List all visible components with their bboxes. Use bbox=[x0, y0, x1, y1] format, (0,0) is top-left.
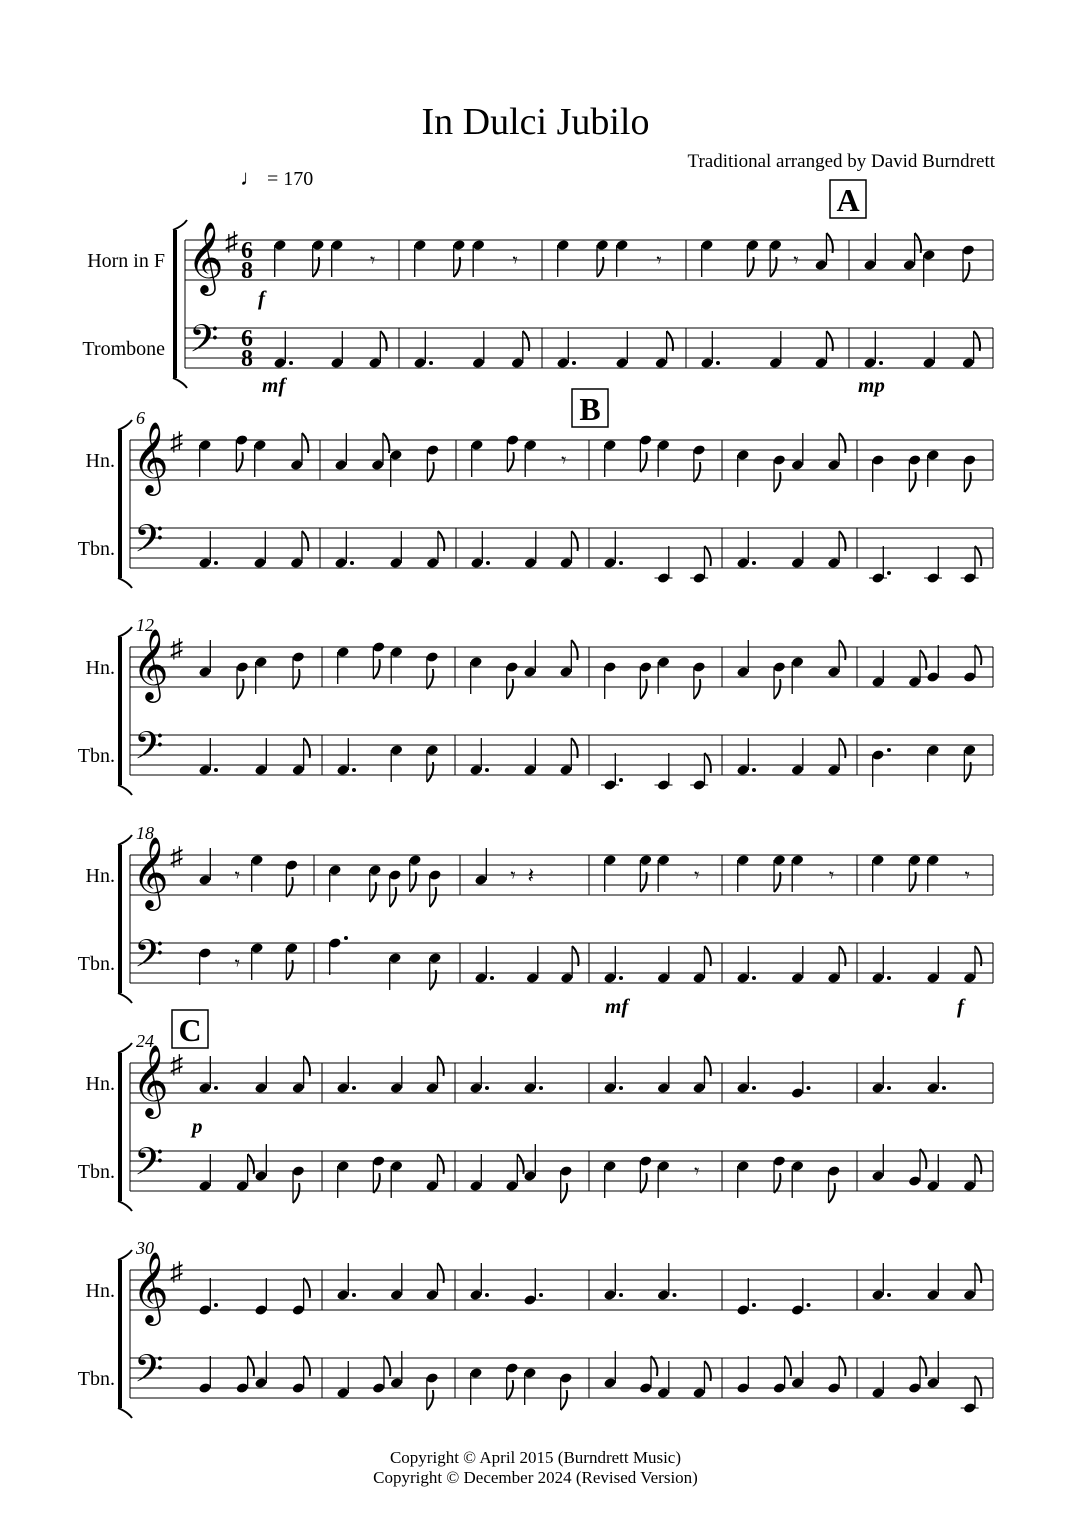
copyright-line: Copyright © April 2015 (Burndrett Music) bbox=[389, 1448, 682, 1467]
dynamic-marking: mf bbox=[605, 994, 629, 1018]
eighth-rest-icon: 𝄾 bbox=[694, 1161, 700, 1183]
rehearsal-mark-label: A bbox=[836, 182, 860, 218]
note-dot bbox=[350, 561, 354, 565]
horn-part-label: Hn. bbox=[85, 865, 115, 887]
eighth-rest-icon: 𝄾 bbox=[561, 450, 567, 472]
key-signature-sharp-icon: ♯ bbox=[170, 1050, 183, 1079]
bass-clef-icon: 𝄢 bbox=[189, 318, 219, 369]
note-flag bbox=[829, 1183, 835, 1203]
score-title: In Dulci Jubilo bbox=[421, 101, 650, 143]
note-flag bbox=[236, 452, 242, 472]
note-flag bbox=[640, 679, 646, 699]
horn-part-label: Hn. bbox=[85, 450, 115, 472]
note-flag bbox=[774, 472, 780, 492]
note-dot bbox=[752, 1303, 756, 1307]
quarter-rest-icon: 𝄽 bbox=[527, 863, 535, 888]
eighth-rest-icon: 𝄾 bbox=[656, 250, 662, 272]
bracket-bottom-hook bbox=[173, 378, 187, 388]
tempo-value: = 170 bbox=[267, 168, 314, 190]
note-dot bbox=[619, 1293, 623, 1297]
note-flag bbox=[920, 1149, 926, 1169]
eighth-rest-icon: 𝄾 bbox=[512, 250, 518, 272]
note-dot bbox=[486, 561, 490, 565]
note-dot bbox=[352, 768, 356, 772]
note-dot bbox=[619, 1086, 623, 1090]
note-flag bbox=[561, 1390, 567, 1410]
note-flag bbox=[373, 1173, 379, 1193]
note-dot bbox=[752, 768, 756, 772]
note-dot bbox=[807, 1086, 811, 1090]
note-dot bbox=[214, 768, 218, 772]
bass-clef-icon: 𝄢 bbox=[134, 933, 164, 984]
note-dot bbox=[619, 561, 623, 565]
bass-clef-icon: 𝄢 bbox=[134, 1348, 164, 1399]
horn-part-label: Horn in F bbox=[87, 250, 165, 272]
system-bracket bbox=[118, 1260, 122, 1408]
time-signature-digit: 8 bbox=[241, 258, 253, 284]
note-dot bbox=[490, 976, 494, 980]
note-flag bbox=[430, 887, 436, 907]
treble-clef-icon: 𝄞 bbox=[132, 631, 169, 699]
note-flag bbox=[704, 546, 710, 566]
eighth-rest-icon: 𝄾 bbox=[510, 865, 516, 887]
copyright-notice bbox=[0, 1448, 1071, 1488]
bracket-bottom-hook bbox=[118, 785, 132, 795]
bracket-top-hook bbox=[118, 420, 132, 430]
note-dot bbox=[214, 1303, 218, 1307]
treble-clef-icon: 𝄞 bbox=[132, 1047, 169, 1115]
measure-number: 12 bbox=[136, 615, 154, 635]
bass-clef-icon: 𝄢 bbox=[134, 1141, 164, 1192]
note-flag bbox=[774, 679, 780, 699]
note-flag bbox=[785, 1356, 791, 1376]
note-flag bbox=[694, 679, 700, 699]
note-dot bbox=[887, 976, 891, 980]
note-dot bbox=[619, 778, 623, 782]
note-flag bbox=[975, 1376, 981, 1396]
note-dot bbox=[887, 748, 891, 752]
note-dot bbox=[485, 1293, 489, 1297]
measure-number: 6 bbox=[136, 408, 145, 428]
note-flag bbox=[839, 1356, 845, 1376]
system-bracket bbox=[118, 1053, 122, 1201]
bass-clef-icon: 𝄢 bbox=[134, 725, 164, 776]
dynamic-marking: mf bbox=[262, 373, 286, 397]
time-signature-digit: 6 bbox=[241, 326, 253, 352]
note-flag bbox=[390, 887, 396, 907]
note-flag bbox=[651, 1356, 657, 1376]
note-flag bbox=[507, 679, 513, 699]
bracket-bottom-hook bbox=[118, 993, 132, 1003]
bass-clef-icon: 𝄢 bbox=[134, 518, 164, 569]
quarter-note-icon: ♩ bbox=[240, 165, 262, 190]
trombone-part-label: Tbn. bbox=[77, 745, 115, 767]
bracket-top-hook bbox=[118, 1043, 132, 1053]
note-dot bbox=[619, 976, 623, 980]
eighth-rest-icon: 𝄾 bbox=[234, 953, 240, 975]
note-dot bbox=[539, 1293, 543, 1297]
note-dot bbox=[887, 1293, 891, 1297]
note-dot bbox=[879, 361, 883, 365]
trombone-part-label: Tbn. bbox=[77, 953, 115, 975]
horn-part-label: Hn. bbox=[85, 657, 115, 679]
key-signature-sharp-icon: ♯ bbox=[170, 1257, 183, 1286]
note-flag bbox=[248, 1356, 254, 1376]
note-flag bbox=[640, 452, 646, 472]
time-signature-digit: 6 bbox=[241, 238, 253, 264]
bracket-top-hook bbox=[118, 1250, 132, 1260]
measure-number: 24 bbox=[136, 1031, 154, 1051]
note-flag bbox=[427, 462, 433, 482]
treble-clef-icon: 𝄞 bbox=[132, 1254, 169, 1322]
note-flag bbox=[384, 1356, 390, 1376]
note-dot bbox=[429, 361, 433, 365]
note-flag bbox=[427, 669, 433, 689]
system-bracket bbox=[118, 637, 122, 785]
treble-clef-icon: 𝄞 bbox=[132, 424, 169, 492]
copyright-line: Copyright © December 2024 (Revised Version) bbox=[373, 1468, 698, 1487]
measure-number: 30 bbox=[136, 1238, 154, 1258]
system-bracket bbox=[118, 430, 122, 578]
note-dot bbox=[752, 976, 756, 980]
bracket-top-hook bbox=[118, 835, 132, 845]
dynamic-marking: f bbox=[957, 994, 964, 1018]
note-flag bbox=[293, 1183, 299, 1203]
trombone-part-label: Tbn. bbox=[77, 538, 115, 560]
note-flag bbox=[975, 546, 981, 566]
note-dot bbox=[752, 561, 756, 565]
note-flag bbox=[507, 1380, 513, 1400]
note-dot bbox=[539, 1086, 543, 1090]
rehearsal-mark-label: C bbox=[178, 1012, 202, 1048]
note-dot bbox=[887, 571, 891, 575]
rehearsal-mark-label: B bbox=[579, 391, 601, 427]
treble-clef-icon: 𝄞 bbox=[187, 224, 224, 292]
measure-number: 18 bbox=[136, 823, 154, 843]
note-flag bbox=[507, 452, 513, 472]
eighth-rest-icon: 𝄾 bbox=[828, 865, 835, 887]
system-bracket bbox=[173, 230, 177, 378]
note-dot bbox=[352, 1293, 356, 1297]
bracket-top-hook bbox=[118, 627, 132, 637]
note-flag bbox=[427, 1390, 433, 1410]
note-flag bbox=[963, 262, 969, 282]
bracket-top-hook bbox=[173, 220, 187, 230]
note-dot bbox=[344, 936, 348, 940]
key-signature-sharp-icon: ♯ bbox=[170, 427, 183, 456]
eighth-rest-icon: 𝄾 bbox=[964, 865, 970, 887]
note-flag bbox=[920, 1356, 926, 1376]
dynamic-marking: p bbox=[192, 1114, 203, 1138]
note-flag bbox=[237, 679, 243, 699]
note-dot bbox=[214, 561, 218, 565]
bracket-bottom-hook bbox=[118, 578, 132, 588]
note-dot bbox=[572, 361, 576, 365]
note-dot bbox=[214, 1086, 218, 1090]
horn-part-label: Hn. bbox=[85, 1073, 115, 1095]
note-flag bbox=[304, 1278, 310, 1298]
note-flag bbox=[304, 1356, 310, 1376]
note-flag bbox=[286, 877, 292, 897]
bracket-bottom-hook bbox=[118, 1201, 132, 1211]
note-flag bbox=[293, 669, 299, 689]
treble-clef-icon: 𝄞 bbox=[132, 839, 169, 907]
eighth-rest-icon: 𝄾 bbox=[694, 865, 700, 887]
note-dot bbox=[942, 1086, 946, 1090]
trombone-part-label: Trombone bbox=[82, 338, 165, 360]
note-dot bbox=[352, 1086, 356, 1090]
note-flag bbox=[640, 1173, 646, 1193]
note-dot bbox=[289, 361, 293, 365]
note-dot bbox=[887, 1086, 891, 1090]
note-dot bbox=[752, 1086, 756, 1090]
note-dot bbox=[716, 361, 720, 365]
key-signature-sharp-icon: ♯ bbox=[225, 227, 238, 256]
note-flag bbox=[704, 753, 710, 773]
note-flag bbox=[964, 472, 970, 492]
dynamic-marking: f bbox=[258, 286, 265, 310]
composer-credit: Traditional arranged by David Burndrett bbox=[687, 151, 995, 172]
eighth-rest-icon: 𝄾 bbox=[234, 865, 240, 887]
trombone-part-label: Tbn. bbox=[77, 1368, 115, 1390]
time-signature-digit: 8 bbox=[241, 346, 253, 372]
horn-part-label: Hn. bbox=[85, 1280, 115, 1302]
note-dot bbox=[485, 768, 489, 772]
trombone-part-label: Tbn. bbox=[77, 1161, 115, 1183]
note-dot bbox=[807, 1303, 811, 1307]
note-dot bbox=[485, 1086, 489, 1090]
note-dot bbox=[673, 1293, 677, 1297]
system-bracket bbox=[118, 845, 122, 993]
note-flag bbox=[561, 1183, 567, 1203]
note-flag bbox=[694, 462, 700, 482]
dynamic-marking: mp bbox=[858, 373, 885, 397]
key-signature-sharp-icon: ♯ bbox=[170, 842, 183, 871]
key-signature-sharp-icon: ♯ bbox=[170, 634, 183, 663]
note-flag bbox=[909, 472, 915, 492]
eighth-rest-icon: 𝄾 bbox=[793, 250, 799, 272]
bracket-bottom-hook bbox=[118, 1408, 132, 1418]
note-flag bbox=[774, 1173, 780, 1193]
note-flag bbox=[975, 645, 981, 665]
note-flag bbox=[373, 659, 379, 679]
eighth-rest-icon: 𝄾 bbox=[370, 250, 376, 272]
